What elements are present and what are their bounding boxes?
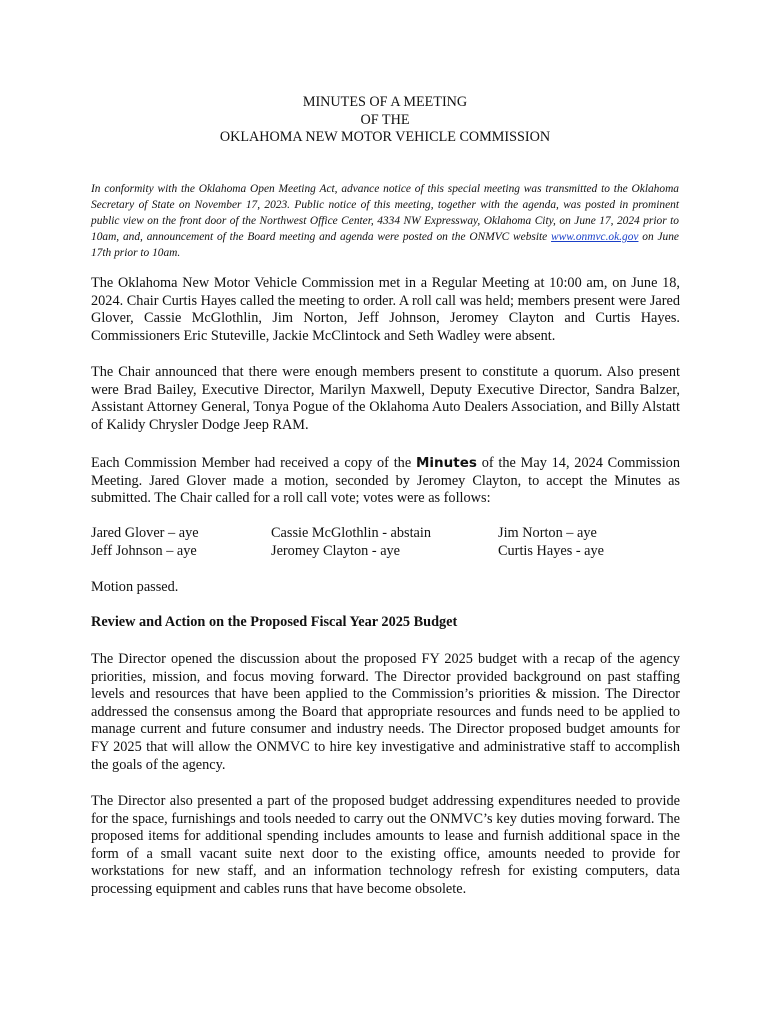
notice-text: In conformity with the Oklahoma Open Meeting Act, advance notice of this special meeting was transmitted to the Oklahoma Secretary of State on November 17, 2023. Public notice of this meeting, together with the agenda, was posted in prominent public view on the front door of the Northwest Office Center, 4334 NW Expressway, Oklahoma City, on June 17, 2024 prior to 10am, and, announcement of the Board meeting and agenda were posted on the ONMVC website	[91, 183, 679, 244]
title-line-1: MINUTES OF A MEETING	[302, 94, 468, 110]
vote-row	[91, 543, 681, 561]
title-line-3: OKLAHOMA NEW MOTOR VEHICLE COMMISSION	[219, 129, 551, 145]
title-line-2: OF THE	[360, 111, 410, 128]
minutes-keyword: Minutes	[415, 455, 477, 471]
website-link[interactable]: www.onmvc.ok.gov	[551, 231, 639, 244]
minutes-approval-paragraph	[91, 455, 680, 508]
vote-entry: Jeromey Clayton - aye	[271, 542, 401, 559]
vote-entry: Curtis Hayes - aye	[498, 542, 605, 559]
document-title	[0, 94, 770, 147]
minutes-text-start: Each Commission Member had received a copy of the	[91, 455, 416, 471]
meeting-opening-paragraph: The Oklahoma New Motor Vehicle Commission met in a Regular Meeting at 10:00 am, on June 18, 2024. Chair Curtis Hayes called the meeting to order. A roll call was held; members present were Jared Glover, Cassie McGlothlin, Jim Norton, Jeff Johnson, Jeromey Clayton and Curtis Hayes. Commissioners Eric Stuteville, Jackie McClintock and Seth Wadley were absent.	[91, 275, 680, 344]
notice-text-end: on June 17th prior to 10am.	[91, 231, 679, 260]
motion-result: Motion passed.	[91, 579, 179, 595]
vote-entry: Jeff Johnson – aye	[91, 542, 197, 559]
vote-row	[91, 525, 681, 543]
section-heading: Review and Action on the Proposed Fiscal Year 2025 Budget	[91, 614, 458, 630]
budget-paragraph-1: The Director opened the discussion about the proposed FY 2025 budget with a recap of the agency priorities, mission, and focus moving forward. The Director provided background on past staffing levels and resources that have been applied to the Commission’s priorities & mission. The Director addressed the consensus among the Board that appropriate resources and funds need to be applied to manage current and future consumer and industry needs. The Director proposed budget amounts for FY 2025 that will allow the ONMVC to hire key investigative and administrative staff to accomplish the goals of the agency.	[91, 651, 680, 773]
budget-paragraph-2: The Director also presented a part of the proposed budget addressing expenditures needed to provide for the space, furnishings and tools needed to carry out the ONMVC’s key duties moving forward. The proposed items for additional spending includes amounts to lease and furnish additional space in the form of a small vacant suite next door to the existing office, amounts needed to provide for workstations for new staff, and an information technology refresh for existing computers, data processing equipment and cables runs that have become obsolete.	[91, 793, 680, 897]
quorum-paragraph: The Chair announced that there were enough members present to constitute a quorum. Also present were Brad Bailey, Executive Director, Marilyn Maxwell, Deputy Executive Director, Sandra Balzer, Assistant Attorney General, Tonya Pogue of the Oklahoma Auto Dealers Association, and Billy Alstatt of Kalidy Chrysler Dodge Jeep RAM.	[91, 364, 680, 433]
vote-entry: Jim Norton – aye	[498, 525, 597, 541]
minutes-text-end: of the May 14, 2024 Commission Meeting. Jared Glover made a motion, seconded by Jeromey Clayton, to accept the Minutes as submitted. The Chair called for a roll call vote; votes were as follows:	[91, 455, 680, 507]
vote-entry: Jared Glover – aye	[91, 525, 199, 541]
open-meeting-notice	[91, 181, 679, 261]
vote-entry: Cassie McGlothlin - abstain	[271, 525, 432, 541]
vote-table	[91, 525, 681, 560]
